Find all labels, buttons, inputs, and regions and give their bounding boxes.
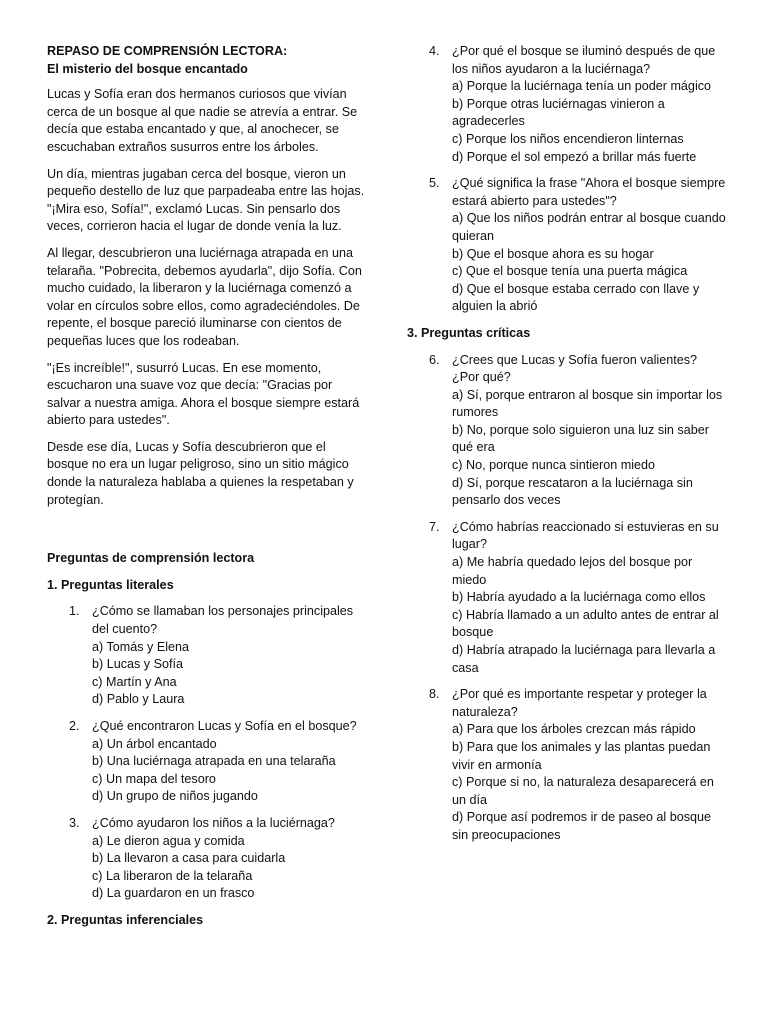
answer-option: d) Sí, porque rescataron a la luciérnaga sin pensarlo dos veces xyxy=(452,475,693,508)
question-number: 2. xyxy=(69,719,80,733)
answer-option: c) Habría llamado a un adulto antes de entrar al bosque xyxy=(452,607,719,640)
section-heading-literal: 1. Preguntas literales xyxy=(47,577,174,592)
document-subtitle: El misterio del bosque encantado xyxy=(47,61,248,76)
answer-option: d) Porque así podremos ir de paseo al bosque sin preocupaciones xyxy=(452,810,712,842)
question-number: 5. xyxy=(429,176,440,191)
question-text: ¿Cómo habrías reaccionado si estuvieras en su lugar? xyxy=(452,519,719,552)
answer-option: b) Habría ayudado a la luciérnaga como ellos xyxy=(452,590,706,605)
answer-option: b) Porque otras luciérnagas vinieron a agradecerles xyxy=(452,96,665,129)
answer-option: c) La liberaron de la telaraña xyxy=(92,868,253,883)
answer-option: d) La guardaron en un frasco xyxy=(92,886,255,901)
question-number: 3. xyxy=(69,815,80,830)
answer-option: b) Lucas y Sofía xyxy=(92,657,184,672)
answer-option: c) Que el bosque tenía una puerta mágica xyxy=(452,264,688,279)
question-text: ¿Crees que Lucas y Sofía fueron valientes? ¿Por qué? xyxy=(452,352,698,385)
answer-option: c) No, porque nunca sintieron miedo xyxy=(452,458,656,473)
answer-option: d) Habría atrapado la luciérnaga para llevarla a casa xyxy=(452,643,716,675)
question-text: ¿Cómo ayudaron los niños a la luciérnaga? xyxy=(92,815,335,830)
question-number: 7. xyxy=(429,519,440,534)
answer-option: a) Un árbol encantado xyxy=(92,736,217,751)
question-item xyxy=(407,686,727,844)
questions-heading: Preguntas de comprensión lectora xyxy=(47,551,255,566)
question-number: 8. xyxy=(429,687,440,702)
answer-option: b) La llevaron a casa para cuidarla xyxy=(92,851,286,866)
story-paragraph: Desde ese día, Lucas y Sofía descubrieron que el bosque no era un lugar peligroso, sino un sitio mágico donde la naturaleza hablaba a quienes la respetaban y protegían. xyxy=(47,439,354,507)
answer-option: a) Sí, porque entraron al bosque sin importar los rumores xyxy=(452,387,723,420)
answer-option: d) Porque el sol empezó a brillar más fuerte xyxy=(452,149,697,164)
story-paragraph: Al llegar, descubrieron una luciérnaga atrapada en una telaraña. "Pobrecita, debemos ayudarla", dijo Sofía. Con mucho cuidado, la liberaron y la luciérnaga comenzó a volar en círculos sobre ellos, como agradeciéndoles. De repente, el bosque pareció iluminarse con cientos de pequeñas luces que los rodeaban. xyxy=(47,245,362,348)
question-item xyxy=(407,519,727,677)
answer-option: b) Para que los animales y las plantas puedan vivir en armonía xyxy=(452,739,711,772)
answer-option: b) No, porque solo siguieron una luz sin saber qué era xyxy=(452,422,709,455)
question-number: 4. xyxy=(429,44,440,58)
story-paragraph: "¡Es increíble!", susurró Lucas. En ese momento, escucharon una suave voz que decía: "Gracias por salvar a nuestra amiga. Ahora el bosque siempre estará abierto para ustedes". xyxy=(47,360,360,428)
question-number: 6. xyxy=(429,352,440,367)
question-item xyxy=(407,175,727,316)
answer-option: a) Tomás y Elena xyxy=(92,639,190,654)
answer-option: b) Que el bosque ahora es su hogar xyxy=(452,246,654,261)
answer-option: c) Un mapa del tesoro xyxy=(92,771,216,786)
question-text: ¿Qué significa la frase "Ahora el bosque siempre estará abierto para ustedes"? xyxy=(452,176,726,208)
answer-option: a) Porque la luciérnaga tenía un poder mágico xyxy=(452,79,712,94)
question-text: ¿Cómo se llamaban los personajes principales del cuento? xyxy=(92,604,354,637)
question-text: ¿Por qué el bosque se iluminó después de que los niños ayudaron a la luciérnaga? xyxy=(452,44,716,76)
answer-option: a) Para que los árboles crezcan más rápido xyxy=(452,722,696,737)
answer-option: a) Me habría quedado lejos del bosque por miedo xyxy=(452,555,693,587)
spacer xyxy=(47,518,365,550)
answer-option: b) Una luciérnaga atrapada en una telaraña xyxy=(92,754,336,769)
section-heading-critical: 3. Preguntas críticas xyxy=(407,325,531,340)
question-item xyxy=(47,603,365,709)
story-paragraph: Lucas y Sofía eran dos hermanos curiosos que vivían cerca de un bosque al que nadie se atrevía a entrar. Se decía que estaba encantado y que, al anochecer, se escuchaban extraños susurros entre los árboles. xyxy=(47,87,358,154)
answer-option: d) Que el bosque estaba cerrado con llave y alguien la abrió xyxy=(452,281,700,314)
section-heading-inferential: 2. Preguntas inferenciales xyxy=(47,912,204,927)
answer-option: a) Le dieron agua y comida xyxy=(92,833,245,848)
left-column xyxy=(47,43,365,939)
right-column xyxy=(407,43,727,854)
question-number: 1. xyxy=(69,604,80,619)
answer-option: d) Un grupo de niños jugando xyxy=(92,789,258,804)
question-item xyxy=(407,352,727,510)
story-text xyxy=(47,86,365,509)
document-title: REPASO DE COMPRENSIÓN LECTORA: xyxy=(47,44,288,58)
question-text: ¿Qué encontraron Lucas y Sofía en el bosque? xyxy=(92,719,357,733)
story-paragraph: Un día, mientras jugaban cerca del bosque, vieron un pequeño destello de luz que parpadeaba entre las hojas. "¡Mira eso, Sofía!", exclamó Lucas. Sin pensarlo dos veces, corrieron hacia el lugar de donde venía la luz. xyxy=(47,166,365,234)
answer-option: c) Porque los niños encendieron linternas xyxy=(452,131,684,146)
question-item xyxy=(47,815,365,903)
answer-option: d) Pablo y Laura xyxy=(92,692,185,707)
question-item xyxy=(407,43,727,166)
question-item xyxy=(47,718,365,806)
answer-option: c) Porque si no, la naturaleza desaparecerá en un día xyxy=(452,775,714,807)
question-text: ¿Por qué es importante respetar y proteger la naturaleza? xyxy=(452,687,707,719)
answer-option: a) Que los niños podrán entrar al bosque cuando quieran xyxy=(452,211,726,243)
answer-option: c) Martín y Ana xyxy=(92,674,177,689)
